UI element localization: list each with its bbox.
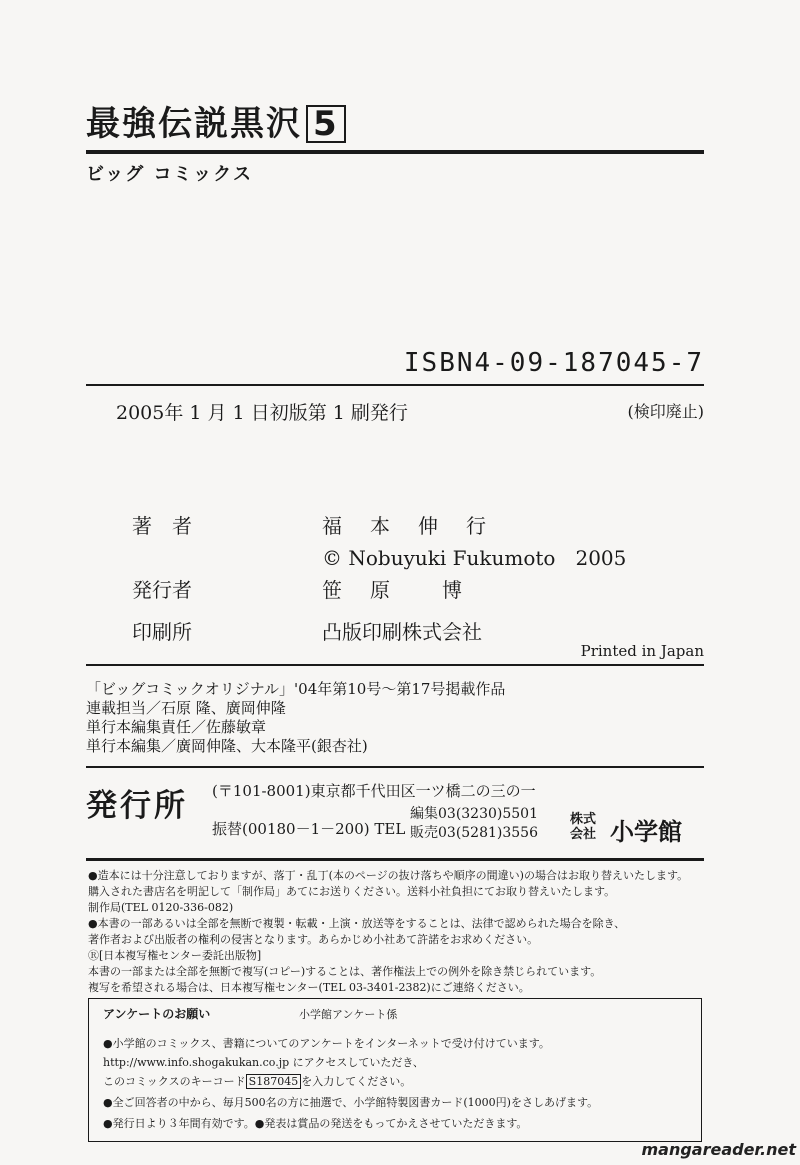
edition-date: 2005年 1 月 1 日初版第 1 刷発行 [116, 402, 408, 424]
author-label: 著 者 [132, 514, 192, 538]
survey-line: ●小学館のコミックス、書籍についてのアンケートをインターネットで受け付けています。 [103, 1037, 550, 1050]
notice-line: ●造本には十分注意しておりますが、落丁・乱丁(本のページの抜け落ちや順序の間違い)の場合はお取り替えいたします。 [88, 869, 689, 882]
publisher-phones [410, 805, 538, 843]
book-title-text: 最強伝説黒沢 [86, 104, 302, 144]
publisher-block-label: 発行所 [86, 788, 188, 824]
author-name: 福 本 伸 行 [322, 514, 490, 538]
series-name: ビッグ コミックス [86, 164, 254, 185]
survey-box [88, 998, 702, 1142]
notice-line: 著作者および出版者の権利の侵害となります。あらかじめ小社あて許諾をお求めください。 [88, 933, 539, 946]
corp-mark [570, 812, 596, 842]
notice-line: Ⓡ[日本複写権センター委託出版物] [88, 949, 262, 962]
phone-edit: 編集03(3230)5501 [410, 806, 538, 822]
corp-bottom: 会社 [570, 827, 597, 842]
isbn: ISBN4-09-187045-7 [403, 348, 704, 378]
notice-line: 制作局(TEL 0120-336-082) [88, 901, 234, 914]
survey-keycode: S187045 [246, 1074, 302, 1089]
survey-line [103, 1073, 411, 1089]
serialization-line: 単行本編集／廣岡伸隆、大本隆平(銀杏社) [86, 737, 368, 755]
copyright: © Nobuyuki Fukumoto 2005 [322, 546, 627, 570]
publisher-label: 発行者 [132, 578, 192, 602]
serialization-line: 単行本編集責任／佐藤敏章 [86, 718, 267, 736]
book-title [86, 104, 346, 144]
notice-line: 複写を希望される場合は、日本複写権センター(TEL 03-3401-2382)にご連絡ください。 [88, 981, 530, 994]
survey-keycode-post: を入力してください。 [301, 1075, 412, 1088]
watermark: mangareader.net [641, 1140, 796, 1159]
publisher-rule [86, 858, 704, 861]
seal-notice: (検印廃止) [627, 402, 704, 421]
publisher-name: 笹 原 博 [322, 578, 466, 602]
survey-line: ●発行日より３年間有効です。●発表は賞品の発送をもってかえさせていただきます。 [103, 1117, 528, 1130]
company-name: 小学館 [610, 818, 682, 846]
notice-line: 購入された書店名を明記して「制作局」あてにお送りください。送料小社負担にてお取り替えいたします。 [88, 885, 616, 898]
publisher-address: (〒101-8001)東京都千代田区一ツ橋二の三の一 [212, 782, 536, 800]
serialization-rule [86, 766, 704, 768]
phone-sales: 販売03(5281)3556 [410, 825, 538, 841]
notice-line: 本書の一部または全部を無断で複写(コピー)することは、著作権法上での例外を除き禁じられています。 [88, 965, 602, 978]
notice-line: ●本書の一部あるいは全部を無断で複製・転載・上演・放送等をすることは、法律で認められた場合を除き、 [88, 917, 626, 930]
printed-rule [86, 664, 704, 666]
volume-number: 5 [306, 105, 346, 143]
survey-line: ●全ご回答者の中から、毎月500名の方に抽選で、小学館特製図書カード(1000円)をさしあげます。 [103, 1096, 599, 1109]
printer-label: 印刷所 [132, 620, 192, 644]
survey-header: アンケートのお願い [103, 1007, 211, 1021]
printed-in: Printed in Japan [580, 642, 704, 660]
survey-header-right: 小学館アンケート係 [299, 1008, 398, 1021]
printer-name: 凸版印刷株式会社 [322, 620, 482, 644]
corp-top: 株式 [570, 812, 597, 827]
survey-keycode-pre: このコミックスのキーコード [103, 1075, 246, 1088]
title-rule [86, 150, 704, 154]
serialization-line: 連載担当／石原 隆、廣岡伸隆 [86, 699, 286, 717]
survey-line: http://www.info.shogakukan.co.jp にアクセスしていただき、 [103, 1056, 424, 1069]
publisher-furikae: 振替(00180－1－200) TEL [212, 820, 406, 838]
isbn-rule [86, 384, 704, 386]
serialization-line: 「ビッグコミックオリジナル」'04年第10号～第17号掲載作品 [86, 680, 506, 698]
